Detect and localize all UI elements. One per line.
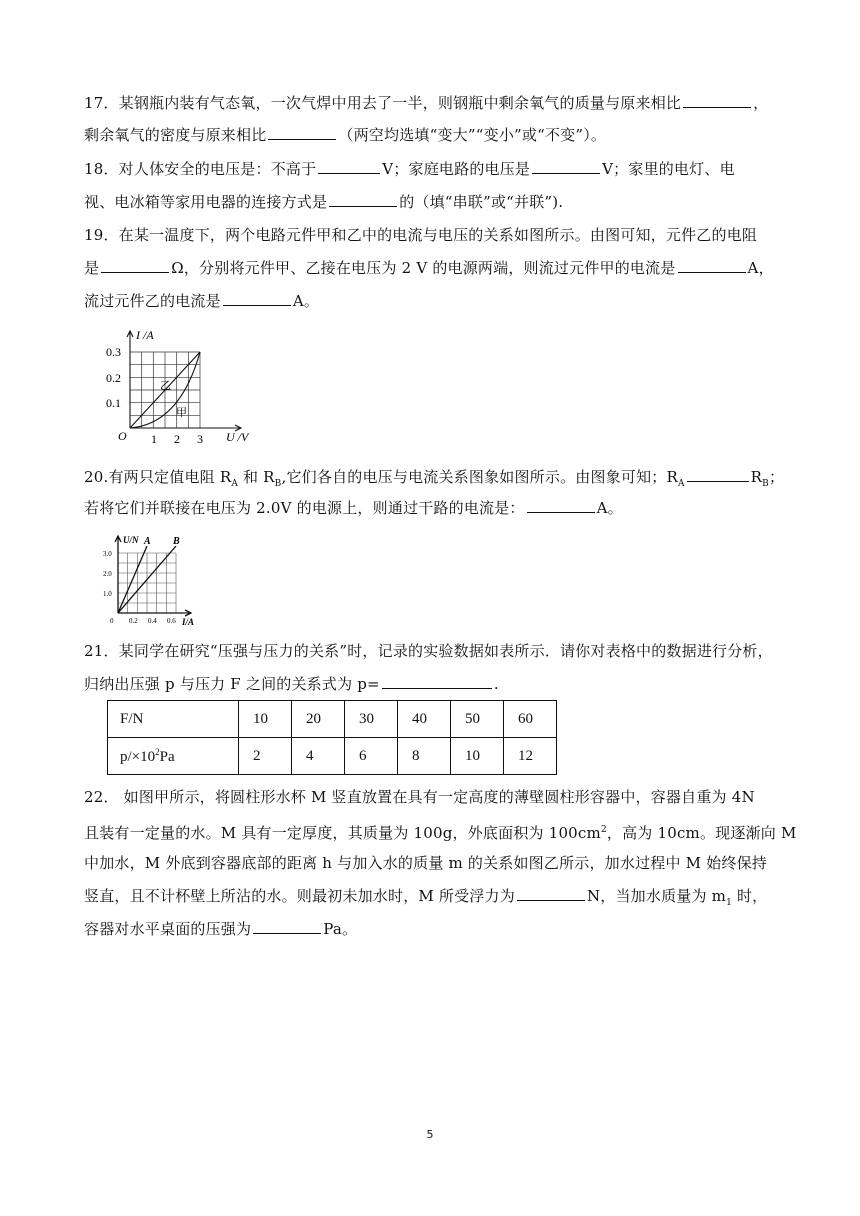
table-cell: 4 — [292, 738, 345, 775]
answer-blank[interactable] — [687, 467, 749, 482]
q19-line2: 是 Ω，分别将元件甲、乙接在电压为 2 V 的电源两端，则流过元件甲的电流是 A， — [84, 259, 774, 277]
q22-line5: 容器对水平桌面的压强为 Pa。 — [84, 920, 358, 938]
y-tick-label: 0.3 — [106, 345, 121, 359]
y-tick-label: 0.1 — [106, 396, 121, 410]
q20-line2: 若将它们并联接在电压为 2.0V 的电源上，则通过干路的电流是： A。 — [84, 499, 623, 517]
pressure-force-table — [107, 700, 557, 775]
table-cell: 10 — [239, 701, 292, 738]
answer-blank[interactable] — [532, 159, 600, 174]
table-cell: 30 — [345, 701, 398, 738]
q17-text: 17．某钢瓶内装有气态氧，一次气焊中用去了一半，则钢瓶中剩余氧气的质量与原来相比 — [84, 94, 682, 112]
answer-blank[interactable] — [268, 125, 336, 140]
y-tick-label: 3.0 — [103, 550, 112, 558]
q22-line4: 竖直，且不计杯壁上所沾的水。则最初未加水时，M 所受浮力为 N，当加水质量为 $m_1$ 时， — [84, 887, 768, 908]
table-cell: 12 — [504, 738, 557, 775]
table-cell: 8 — [398, 738, 451, 775]
current-voltage-graph — [100, 326, 270, 450]
table-cell: 60 — [504, 701, 557, 738]
y-tick-label: 2.0 — [103, 570, 112, 578]
q22-line1: 22． 如图甲所示，将圆柱形水杯 M 竖直放置在具有一定高度的薄壁圆柱形容器中，容器自重为 4N — [84, 788, 755, 806]
x-axis-label: U /V — [226, 430, 249, 444]
table-cell: 40 — [398, 701, 451, 738]
x-tick-label: 0.4 — [148, 617, 157, 625]
answer-blank[interactable] — [527, 498, 595, 513]
answer-blank[interactable] — [253, 919, 321, 934]
q18-line1: 18．对人体安全的电压是：不高于 V；家庭电路的电压是 V；家里的电灯、电 — [84, 160, 735, 178]
series-label-a: A — [144, 536, 151, 547]
x-axis-label: I/A — [182, 617, 195, 627]
table-cell: 6 — [345, 738, 398, 775]
table-header-cell: $p/\times 10^2Pa$ — [108, 738, 239, 775]
q22-line3: 中加水，M 外底到容器底部的距离 h 与加入水的质量 m 的关系如图乙所示，加水过程中 M 始终保持 — [84, 854, 767, 872]
x-tick-label: 2 — [174, 432, 180, 446]
q17-line2: 剩余氧气的密度与原来相比 （两空均选填“变大”“变小”或“不变”）。 — [84, 126, 607, 144]
q17-line1: 17．某钢瓶内装有气态氧，一次气焊中用去了一半，则钢瓶中剩余氧气的质量与原来相比 ， — [84, 94, 769, 112]
table-cell: 2 — [239, 738, 292, 775]
answer-blank[interactable] — [678, 258, 746, 273]
x-tick-label: 0.2 — [129, 617, 138, 625]
graph-grid — [118, 553, 176, 613]
q20-line1: 20.有两只定值电阻 $R_A$ 和 $R_B$,它们各自的电压与电流关系图象如图所示。由图象可知；$R_A$ $R_B$； — [84, 468, 785, 489]
table-cell: 10 — [451, 738, 504, 775]
series-label-b: B — [173, 536, 180, 547]
answer-blank[interactable] — [329, 192, 397, 207]
y-tick-label: 1.0 — [103, 590, 112, 598]
answer-blank[interactable] — [223, 291, 291, 306]
x-tick-label: 0.6 — [167, 617, 176, 625]
q22-line2: 且装有一定量的水。M 具有一定厚度，其质量为 100g，外底面积为 $100cm^2$，高为 10cm。现逐渐向 M — [84, 824, 797, 842]
answer-blank[interactable] — [382, 674, 492, 689]
y-axis-label: I /A — [136, 328, 154, 342]
series-label-jia: 甲 — [176, 407, 187, 419]
q21-line1: 21．某同学在研究“压强与压力的关系”时，记录的实验数据如表所示．请你对表格中的数据进行分析， — [84, 642, 773, 660]
x-tick-label: 3 — [197, 432, 203, 446]
answer-blank[interactable] — [318, 159, 380, 174]
series-label-yi: 乙 — [160, 380, 171, 392]
x-tick-label: 1 — [151, 432, 157, 446]
q19-line1: 19．在某一温度下，两个电路元件甲和乙中的电流与电压的关系如图所示。由图可知，元件乙的电阻 — [84, 226, 758, 244]
q19-line3: 流过元件乙的电流是 A。 — [84, 292, 320, 310]
answer-blank[interactable] — [683, 93, 751, 108]
page-number: 5 — [426, 1128, 434, 1141]
answer-blank[interactable] — [517, 886, 585, 901]
y-axis-label: U/N — [123, 535, 139, 545]
table-cell: 50 — [451, 701, 504, 738]
q21-line2: 归纳出压强 p 与压力 F 之间的关系式为 p= . — [84, 675, 499, 693]
origin-label: O — [118, 429, 127, 443]
voltage-current-graph — [98, 533, 198, 627]
origin-label: 0 — [110, 617, 114, 625]
table-row — [108, 701, 557, 738]
answer-blank[interactable] — [101, 258, 169, 273]
table-header-cell: F/N — [108, 701, 239, 738]
table-row — [108, 738, 557, 775]
q18-line2: 视、电冰箱等家用电器的连接方式是 的（填“串联”或“并联”). — [84, 193, 564, 211]
table-cell: 20 — [292, 701, 345, 738]
y-tick-label: 0.2 — [106, 371, 121, 385]
